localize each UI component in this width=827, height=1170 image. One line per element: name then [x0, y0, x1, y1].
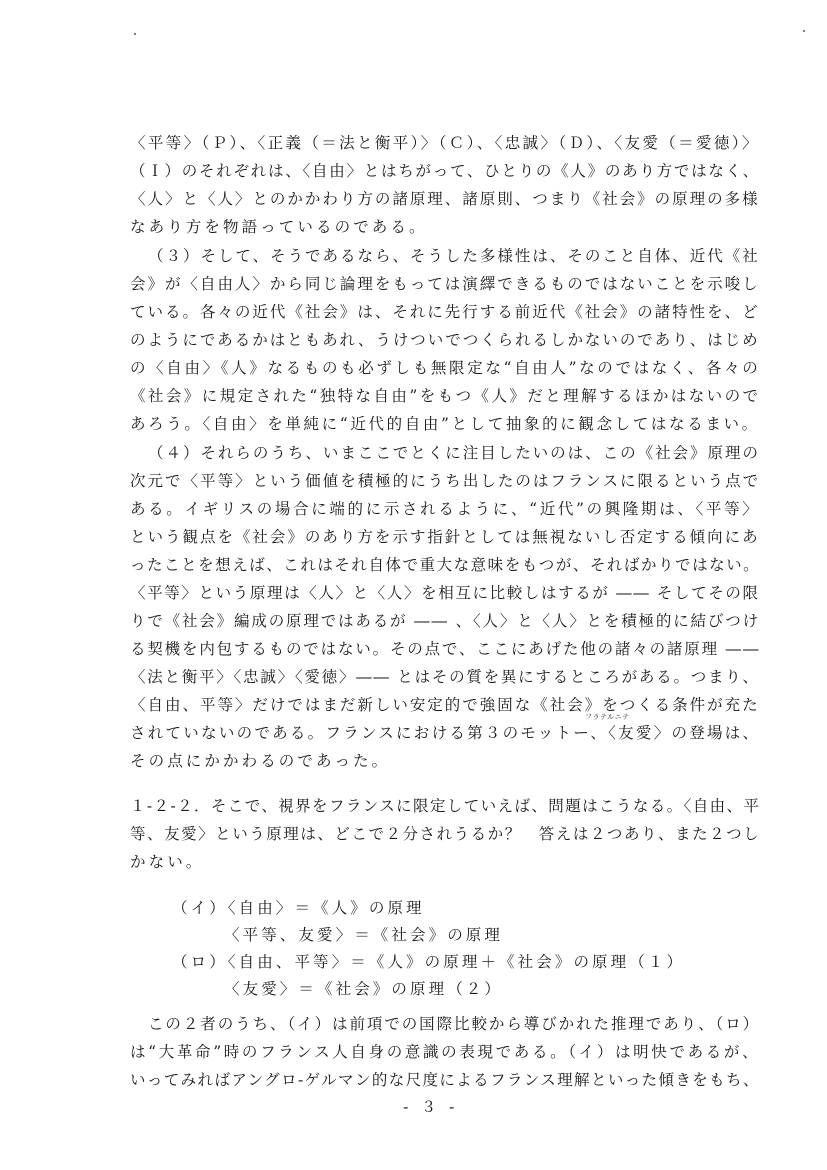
text-line: の〈自由〉《人》なるものも必ずしも無限定な“自由人”なのではなく、各々の — [130, 359, 761, 377]
text-line: この２者のうち、（イ）は前項での国際比較から導びかれた推理であり、（ロ） — [148, 1015, 761, 1033]
text-line: という観点を《社会》のあり方を示す指針としては無視ないし否定する傾向にあ — [130, 528, 760, 546]
text-line: （Ｉ）のそれぞれは、〈自由〉とはちがって、ひとりの《人》のあり方ではなく、 — [130, 162, 760, 180]
text-line: 次元で〈平等〉という価値を積極的にうち出したのはフランスに限るという点で — [130, 472, 761, 490]
list-item: 〈友愛〉＝《社会》の原理（２） — [224, 980, 504, 998]
text-line: 〈平等〉（Ｐ）、〈正義（＝法と衡平）〉（Ｃ）、〈忠誠〉（Ｄ）、〈友愛（＝愛徳）〉 — [130, 134, 760, 152]
scan-speck — [803, 30, 805, 32]
furigana: フラテルニテ — [585, 713, 630, 721]
text-line: 《社会》に規定された“独特な自由”をもつ《人》だと理解するほかはないので — [130, 387, 761, 405]
text-line: かない。 — [130, 853, 205, 871]
text-line: ている。各々の近代《社会》は、それに先行する前近代《社会》の諸特性を、ど — [130, 303, 760, 321]
text-line: ったことを想えば、これはそれ自体で重大な意味をもつが、そればかりではない。 — [130, 556, 761, 574]
text-line: 会》が〈自由人〉から同じ論理をもっては演繹できるものではないことを示唆し — [130, 275, 760, 293]
text-line: されていないのである。フランスにおける第３のモットー、〈友愛〉の登場は、 — [130, 724, 761, 742]
text-line: る契機を内包するものではない。その点で、ここにあげた他の諸々の諸原理 ―― — [130, 640, 761, 658]
page-number: - ３ - — [403, 1098, 459, 1116]
text-line: なあり方を物語っているのである。 — [130, 218, 428, 236]
list-item: （ロ）〈自由、平等〉＝《人》の原理＋《社会》の原理（１） — [172, 953, 686, 971]
list-item: 〈平等、友愛〉＝《社会》の原理 — [224, 926, 504, 944]
text-line: 〈人〉と〈人〉とのかかわり方の諸原理、諸原則、つまり《社会》の原理の多様 — [130, 190, 760, 208]
text-line: （４）それらのうち、いまここでとくに注目したいのは、この《社会》原理の — [148, 444, 761, 462]
text-line: 〈法と衡平〉〈忠誠〉〈愛徳〉―― とはその質を異にするところがある。つまり、 — [130, 668, 760, 686]
text-line: りで《社会》編成の原理ではあるが ―― 、〈人〉と〈人〉とを積極的に結びつけ — [130, 612, 760, 630]
text-line: のようにであるかはともあれ、うけついでつくられるしかないのであり、はじめ — [130, 331, 760, 349]
text-line: いってみればアングロ-ゲルマン的な尺度によるフランス理解といった傾きをもち、 — [130, 1071, 760, 1089]
text-line: あろう。〈自由〉を単純に“近代的自由”として抽象的に観念してはなるまい。 — [130, 415, 760, 433]
text-line: その点にかかわるのであった。 — [130, 752, 391, 770]
text-line: 等、友愛〉という原理は、どこで２分されうるか？ 答えは２つあり、また２つし — [130, 825, 761, 843]
text-line: （３）そして、そうであるなら、そうした多様性は、そのこと自体、近代《社 — [148, 247, 760, 265]
text-line: １-２-２．そこで、視界をフランスに限定していえば、問題はこうなる。〈自由、平 — [130, 797, 761, 815]
text-line: ある。イギリスの場合に端的に示されるように、“近代”の興隆期は、〈平等〉 — [130, 500, 761, 518]
text-line: 〈平等〉という原理は〈人〉と〈人〉を相互に比較しはするが ―― そしてその限 — [130, 584, 760, 602]
text-line: は“大革命”時のフランス人自身の意識の表現である。（イ）は明快であるが、 — [130, 1043, 761, 1061]
scan-speck — [134, 33, 136, 35]
text-line: 〈自由、平等〉だけではまだ新しい安定的で強固な《社会》をつくる条件が充た — [130, 696, 760, 714]
list-item: （イ）〈自由〉＝《人》の原理 — [172, 899, 425, 917]
